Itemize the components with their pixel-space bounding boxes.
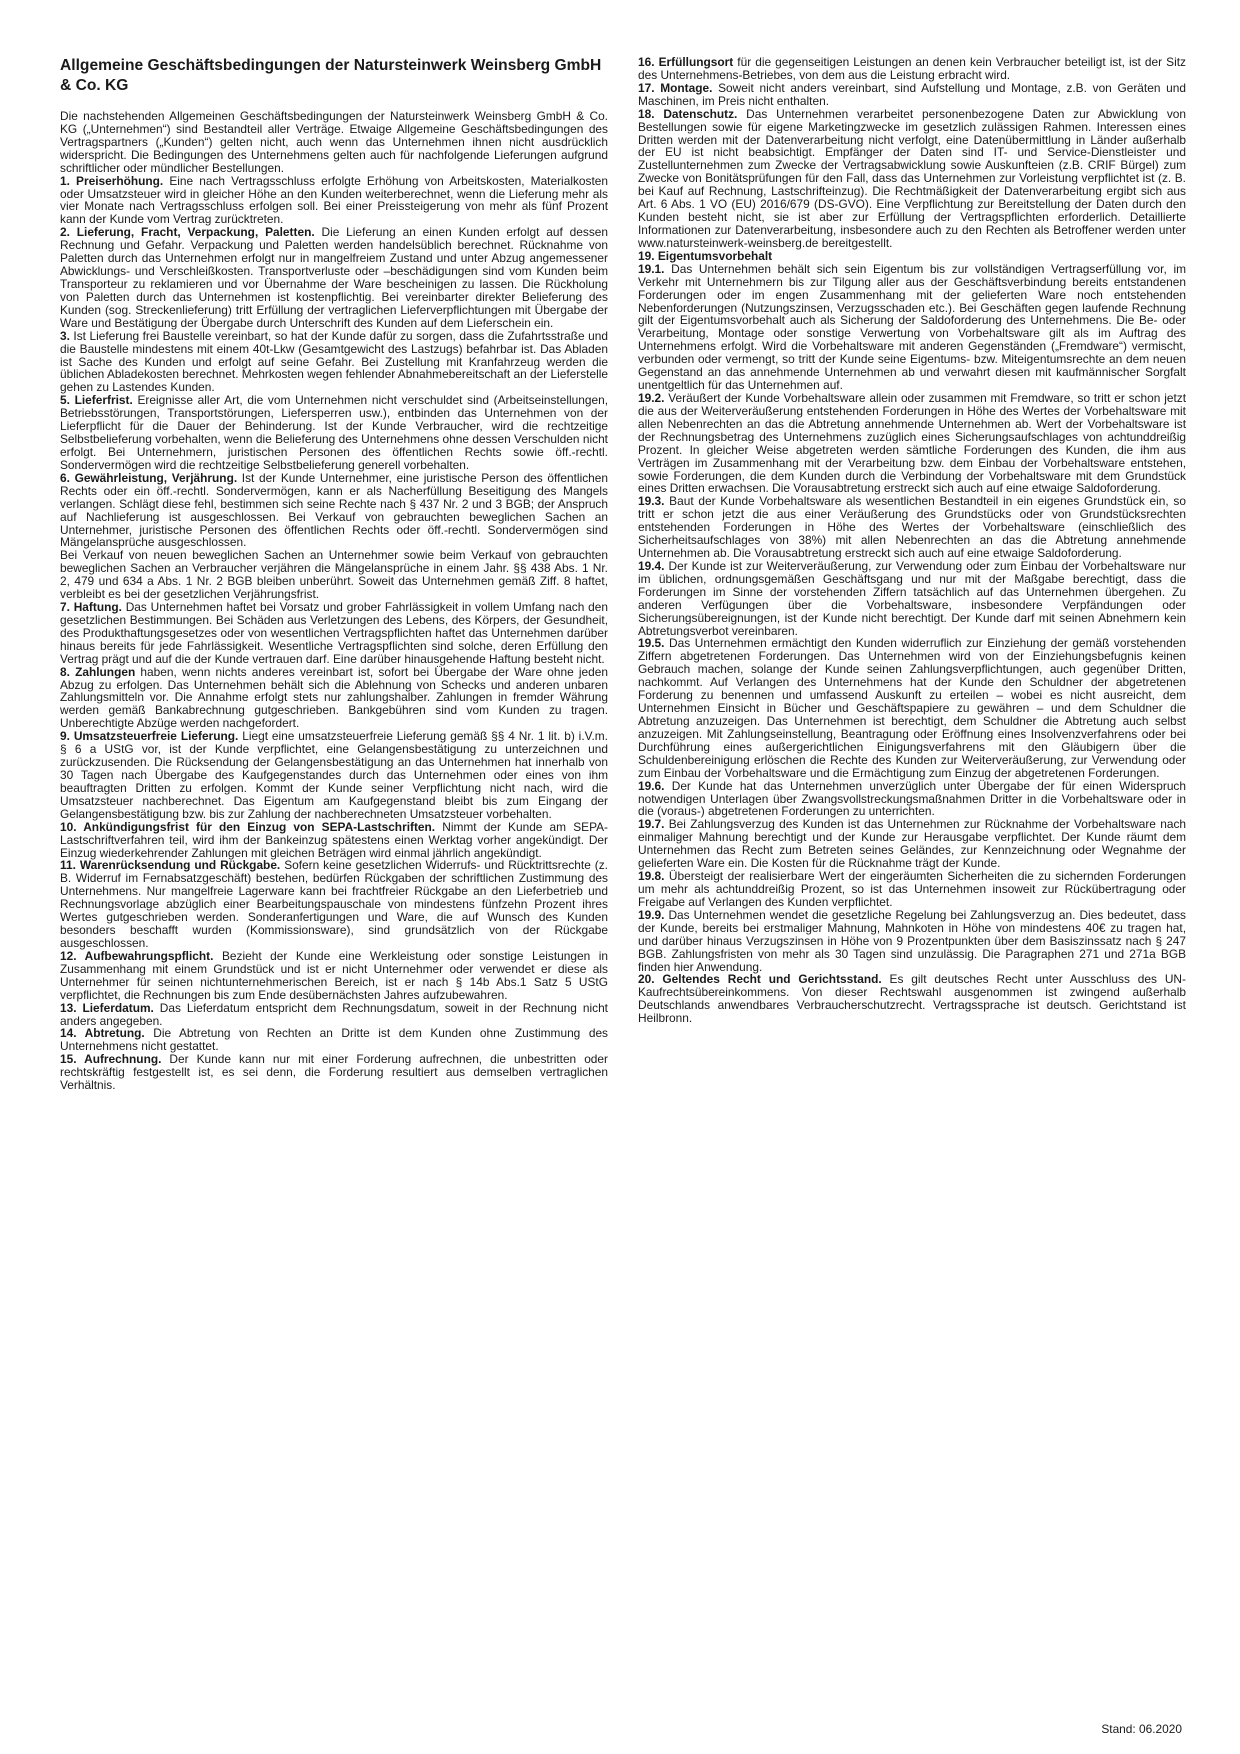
- clause-text: Der Kunde ist zur Weiterveräußerung, zur Verwendung oder zum Einbau der Vorbehaltsware nur im üblichen, ordnungsgemäßen Geschäftsgang und nur mit der Maßgabe berechtigt, dass die Forderungen im Sinne der vorstehenden Ziffern tatsächlich auf das Unternehmen übergehen. Zu anderen Verfügungen über die Vorbehaltsware, insbesondere Verpfändungen oder Sicherungsübereignungen, ist der Kunde nicht berechtigt. Der Kunde darf mit seinen Abnehmern kein Abtretungsverbot vereinbaren.: [638, 558, 1186, 638]
- clause-text: Das Unternehmen wendet die gesetzliche Regelung bei Zahlungsverzug an. Dies bedeutet, dass der Kunde, bereits bei erstmaliger Mahnung, Mahnkoten in Höhe von mindestens 40€ zu tragen hat, und darüber hinaus Verzugszinsen in Höhe von 9 Prozentpunkten über dem Basiszinssatz nach § 247 BGB. Zahlungsfristen von mehr als 30 Tagen sind unzulässig. Die Paragraphen 271 und 271a BGB finden hier Anwendung.: [638, 907, 1186, 974]
- clause-heading: 9. Umsatzsteuerfreie Lieferung.: [60, 729, 239, 744]
- clause-text: Die Abtretung von Rechten an Dritte ist dem Kunden ohne Zustimmung des Unternehmens nicht gestattet.: [60, 1026, 609, 1054]
- clause-paragraph: [60, 1027, 608, 1053]
- clause-text: Das Lieferdatum entspricht dem Rechnungsdatum, soweit in der Rechnung nicht anders angegeben.: [60, 1000, 608, 1028]
- clause-text: Eine nach Vertragsschluss erfolgte Erhöhung von Arbeitskosten, Materialkosten oder Umsatzsteuer wird in gleicher Höhe an den Kunden weiterberechnet, wenn die Lieferung mehr als vier Monate nach Vertragsschluss erfolgen soll. Bei einer Preissteigerung von mehr als fünf Prozent kann der Kunde vom Vertrag zurücktreten.: [60, 173, 608, 227]
- clause-paragraph: [638, 495, 1186, 560]
- clause-paragraph: [60, 549, 608, 601]
- clause-heading: 3.: [60, 328, 70, 343]
- clause-heading: 13. Lieferdatum.: [60, 1000, 154, 1015]
- clause-paragraph: [638, 108, 1186, 250]
- clause-text: Ist der Kunde Unternehmer, eine juristische Person des öffentlichen Rechts oder ein öff.-rechtl. Sondervermögen, kann er als Nacherfüllung Beseitigung des Mangels verlangen. Schlägt diese fehl, bestimmen sich seine Rechte nach § 437 Nr. 2 und 3 BGB; der Anspruch auf Nachlieferung ist ausgeschlossen. Bei Verkauf von gebrauchten beweglichen Sachen an Unternehmer, juristische Personen des öffentlichen Rechts oder öff.-rechtl. Sondervermögen sind Mängelansprüche ausgeschlossen.: [60, 470, 609, 550]
- clause-paragraph: [60, 110, 608, 175]
- clause-paragraph: [638, 560, 1186, 638]
- clause-text: Die Lieferung an einen Kunden erfolgt auf dessen Rechnung und Gefahr. Verpackung und Paletten werden handelsüblich berechnet. Rücknahme von Paletten durch das Unternehmen erfolgt nur in mangelfreiem Zustand und unter Abzug angemessener Abwicklungs- und Verschleißkosten. Transportverluste oder –beschädigungen sind vom Kunden beim Transporteur zu reklamieren und vor Übernahme der Ware bescheinigen zu lassen. Die Rückholung von Paletten durch das Unternehmen ist kostenpflichtig. Bei vereinbarter direkter Belieferung des Kunden (sog. Streckenlieferung) tritt Erfüllung der vertraglichen Lieferverpflichtungen mit Übergabe der Ware und Bestätigung der Übergabe durch Unterschrift des Kunden auf dem Lieferschein ein.: [60, 225, 608, 330]
- clause-text: Es gilt deutsches Recht unter Ausschluss des UN-Kaufrechtsübereinkommens. Von dieser Rechtswahl ausgenommen ist zwingend außerhalb Deutschlands anwendbares Verbraucherschutzrecht. Vertragssprache ist deutsch. Gerichtstand ist Heilbronn.: [638, 972, 1186, 1026]
- clause-heading: 19.8.: [638, 869, 665, 884]
- clause-text: Das Unternehmen verarbeitet personenbezogene Daten zur Abwicklung von Bestellungen sowie für eigene Marketingzwecke im gesetzlich zulässigen Rahmen. Interessen eines Dritten werden mit der Datenverarbeitung nicht verfolgt, eine Datenübermittlung in Länder außerhalb der EU ist nicht beabsichtigt. Empfänger der Daten sind IT- und Service-Dienstleister und Zustellunternehmen zum Zwecke der Vertragsabwicklung sowie Auskunfteien (z.B. CRIF Bürgel) zum Zwecke von Bonitätsprüfungen für den Fall, dass das Unternehmen zur Vorleistung verpflichtet ist (z. B. bei Kauf auf Rechnung, Lastschrifteinzug). Die Rechtmäßigkeit der Datenverarbeitung ergibt sich aus Art. 6 Abs. 1 VO (EU) 2016/679 (DS-GVO). Eine Verpflichtung zur Bereitstellung der Daten durch den Kunden besteht nicht, sie ist aber zur Erfüllung der Vertragspflichten erforderlich. Detaillierte Informationen zur Datenverarbeitung, insbesondere auch zu den Rechten als Betroffener werden unter www.natursteinwerk-weinsberg.de bereitgestellt.: [638, 106, 1186, 250]
- clause-heading: 1. Preiserhöhung.: [60, 173, 164, 188]
- clause-text: Ist Lieferung frei Baustelle vereinbart, so hat der Kunde dafür zu sorgen, dass die Zufahrtsstraße und die Baustelle mindestens mit einem 40t-Lkw (Gesamtgewicht des Lastzugs) befahrbar ist. Das Abladen ist Sache des Kunden und erfolgt auf seine Gefahr. Bei Zustellung mit Kranfahrzeug werden die üblichen Abladekosten berechnet. Mehrkosten wegen fehlender Abnahmebereitschaft an der Lieferstelle gehen zu Lastendes Kunden.: [60, 328, 608, 395]
- clause-heading: 17. Montage.: [638, 80, 713, 95]
- clause-heading: 20. Geltendes Recht und Gerichtsstand.: [638, 972, 882, 987]
- right-paragraphs: [638, 56, 1186, 1025]
- clause-text: für die gegenseitigen Leistungen an denen kein Verbraucher beteiligt ist, ist der Sitz des Unternehmens-Betriebes, von dem aus die Leistung erbracht wird.: [638, 55, 1186, 82]
- clause-text: Das Unternehmen haftet bei Vorsatz und grober Fahrlässigkeit in vollem Umfang nach den gesetzlichen Bestimmungen. Bei Schäden aus Verletzungen des Lebens, des Körpers, der Gesundheit, des Produkthaftungsgesetzes oder von wesentlichen Vertragspflichten haftet das Unternehmen darüber hinaus bereits für jede Fahrlässigkeit. Wesentliche Vertragspflichten sind solche, deren Erfüllung den Vertrag prägt und auf die der Kunde vertrauen darf. Eine darüber hinausgehende Haftung besteht nicht.: [60, 600, 608, 666]
- clause-heading: 19.2.: [638, 390, 665, 405]
- clause-heading: 2. Lieferung, Fracht, Verpackung, Paletten.: [60, 225, 315, 240]
- clause-paragraph: [60, 859, 608, 949]
- left-column: [60, 56, 608, 1092]
- clause-heading: 19.1.: [638, 261, 665, 276]
- clause-paragraph: [60, 950, 608, 1002]
- clause-paragraph: [638, 56, 1186, 82]
- clause-text: Übersteigt der realisierbare Wert der eingeräumten Sicherheiten die zu sichernden Forderungen um mehr als achtunddreißig Prozent, so ist das Unternehmen insoweit zur Rückübertragung oder Freigabe auf Verlangen des Kunden verpflichtet.: [638, 869, 1186, 909]
- right-column: [638, 56, 1186, 1025]
- clause-text: Liegt eine umsatzsteuerfreie Lieferung gemäß §§ 4 Nr. 1 lit. b) i.V.m. § 6 a UStG vor, ist der Kunde verpflichtet, eine Gelangensbestätigung zu unterzeichnen und zurückzusenden. Die Rücksendung der Gelangensbestätigung an das Unternehmen hat innerhalb von 30 Tagen nach Übergabe des Kaufgegenstandes durch das Unternehmen oder eines von ihm beauftragten Dritten zu erfolgen. Kommt der Kunde seiner Verpflichtung nicht nach, wird die Umsatzsteuer nachberechnet. Das Eigentum am Kaufgegenstand bleibt bis zum Eingang der Gelangensbestätigung bzw. bis zur Zahlung der nachberechneten Umsatzsteuer vorbehalten.: [60, 729, 608, 821]
- clause-text: Das Unternehmen ermächtigt den Kunden widerruflich zur Einziehung der gemäß vorstehenden Ziffern abgetretenen Forderungen. Das Unternehmen wird von der Einziehungsbefugnis keinen Gebrauch machen, solange der Kunde seinen Zahlungsverpflichtungen, auch gegenüber Dritten, nachkommt. Auf Verlangen des Unternehmens hat der Kunde den Schuldner der abgetretenen Forderung zu benennen und umfassend Auskunft zu erteilen – wobei es nicht ausreicht, dem Unternehmen Einsicht in Bücher und Geschäftspapiere zu gewähren – und dem Schuldner die Abtretung anzuzeigen. Das Unternehmen ist berechtigt, dem Schuldner die Abtretung auch selbst anzuzeigen. Mit Zahlungseinstellung, Beantragung oder Eröffnung eines Insolvenzverfahrens oder bei Durchführung eines außergerichtlichen Einigungsverfahrens mit den Gläubigern über die Schuldenbereinigung erlöschen die Rechte des Kunden zur Weiterveräußerung, zur Verwendung oder zum Einbau der Vorbehaltsware und die Ermächtigung zum Einzug der abgetretenen Forderungen.: [638, 636, 1186, 780]
- clause-text: Nimmt der Kunde am SEPA-Lastschriftverfahren teil, wird ihm der Bankeinzug spätestens einen Werktag vorher angekündigt. Der Einzug wiederkehrender Zahlungen mit gleichen Beträgen wird einmal jährlich angekündigt.: [60, 819, 609, 860]
- clause-paragraph: [60, 394, 608, 472]
- clause-paragraph: [60, 175, 608, 227]
- clause-paragraph: [60, 1053, 608, 1092]
- clause-text: Ereignisse aller Art, die vom Unternehmen nicht verschuldet sind (Arbeitseinstellungen, Betriebsstörungen, Transportstörungen, Liefersperren usw.), entbinden das Unternehmen von der Lieferpflicht für die Dauer der Behinderung. Ist der Kunde Verbraucher, wird die rechtzeitige Selbstbelieferung vorbehalten, wenn die Belieferung des Unternehmens ohne dessen Verschulden nicht erfolgt. Bei Unternehmern, juristischen Personen des öffentlichen Rechts sowie öff.-rechtl. Sondervermögen wird die rechtzeitige Selbstbelieferung generell vorbehalten.: [60, 393, 608, 472]
- clause-paragraph: [638, 392, 1186, 495]
- clause-heading: 19.6.: [638, 778, 665, 793]
- clause-heading: 19.5.: [638, 636, 665, 651]
- clause-heading: 19.4.: [638, 558, 665, 573]
- clause-heading: 5. Lieferfrist.: [60, 393, 133, 408]
- clause-paragraph: [638, 780, 1186, 819]
- clause-paragraph: [638, 909, 1186, 974]
- clause-heading: 10. Ankündigungsfrist für den Einzug von SEPA-Lastschriften.: [60, 819, 436, 834]
- clause-paragraph: [60, 730, 608, 820]
- clause-text: Das Unternehmen behält sich sein Eigentum bis zur vollständigen Vertragserfüllung vor, im Verkehr mit Unternehmern bis zur Tilgung aller aus der Geschäftsverbindung bereits entstandenen Forderungen oder im engen Zusammenhang mit der gelieferten Ware noch entstehenden Nebenforderungen (Nutzungszinsen, Verzugsschaden etc.). Bei Geschäften gegen laufende Rechnung gilt der Eigentumsvorbehalt auch als Sicherung der Saldoforderung des Unternehmens. Die Be- oder Verarbeitung, Montage oder sonstige Verwertung von Vorbehaltsware gilt als im Auftrag des Unternehmens erfolgt. Wird die Vorbehaltsware mit anderen Gegenständen („Fremdware“) vermischt, verbunden oder vermengt, so tritt der Kunde seine Eigentums- bzw. Miteigentumsrechte an dem neuen Gegenstand an das annehmende Unternehmen ab und verwahrt diesen mit kaufmännischer Sorgfalt unentgeltlich für das Unternehmen auf.: [638, 261, 1186, 393]
- clause-paragraph: [60, 1002, 608, 1028]
- clause-heading: 11. Warenrücksendung und Rückgabe.: [60, 858, 281, 873]
- clause-paragraph: [638, 82, 1186, 108]
- clause-text: haben, wenn nichts anderes vereinbart ist, sofort bei Übergabe der Ware ohne jeden Abzug zu erfolgen. Das Unternehmen behält sich die Ablehnung von Schecks und anderen unbaren Zahlungsmitteln vor. Die Annahme erfolgt stets nur zahlungshalber. Zahlungen in fremder Währung werden gemäß Bankabrechnung gutgeschrieben. Bankgebühren sind vom Kunden zu tragen. Unberechtigte Abzüge werden nachgefordert.: [60, 664, 608, 731]
- clause-paragraph: [60, 226, 608, 329]
- clause-heading: 19. Eigentumsvorbehalt: [638, 248, 773, 263]
- document-page: [60, 56, 1188, 1736]
- clause-heading: 19.7.: [638, 817, 665, 832]
- document-title: Allgemeine Geschäftsbedingungen der Natursteinwerk Weinsberg GmbH & Co. KG: [60, 57, 602, 94]
- clause-paragraph: [60, 330, 608, 395]
- clause-text: Veräußert der Kunde Vorbehaltsware allein oder zusammen mit Fremdware, so tritt er schon jetzt die aus der Weiterveräußerung entstehenden Forderungen in Höhe des Wertes der Vorbehaltsware mit allen Nebenrechten an das die Abtretung annehmende Unternehmen ab. Wert der Vorbehaltsware ist der Rechnungsbetrag des Unternehmens zuzüglich eines Sicherungsaufschlages von achtunddreißig Prozent. In gleicher Weise abgetreten werden sämtliche Forderungen des Kunden, die ihm aus Verträgen im Zusammenhang mit der Verarbeitung bzw. dem Einbau der Vorbehaltsware entstehen, sowie Forderungen, die dem Kunden durch die Verbindung der Vorbehaltsware mit dem Grundstück eines Dritten erwachsen. Die Vorausabtretung erstreckt sich auch auf eine etwaige Saldoforderung.: [638, 390, 1186, 496]
- clause-paragraph: [60, 821, 608, 860]
- clause-heading: 18. Datenschutz.: [638, 106, 738, 121]
- clause-heading: 19.3.: [638, 494, 665, 509]
- clause-paragraph: [60, 666, 608, 731]
- clause-text: Der Kunde hat das Unternehmen unverzüglich unter Übergabe der für einen Widerspruch notwendigen Unterlagen über Zwangsvollstreckungsmaßnahmen Dritter in die Vorbehaltsware oder in die (voraus-) abgetretenen Forderungen zu unterrichten.: [638, 778, 1186, 819]
- clause-text: Der Kunde kann nur mit einer Forderung aufrechnen, die unbestritten oder rechtskräftig festgestellt ist, es sei denn, die Forderung resultiert aus demselben vertraglichen Verhältnis.: [60, 1052, 608, 1093]
- clause-heading: 19.9.: [638, 907, 665, 922]
- clause-text: Bei Verkauf von neuen beweglichen Sachen an Unternehmer sowie beim Verkauf von gebrauchten beweglichen Sachen an Verbraucher verjähren die Mängelansprüche in einem Jahr. §§ 438 Abs. 1 Nr. 2, 479 und 634 a Abs. 1 Nr. 2 BGB bleiben unberührt. Soweit das Unternehmen gemäß Ziff. 8 haftet, verbleibt es bei der gesetzlichen Verjährungsfrist.: [60, 548, 608, 602]
- clause-heading: 8. Zahlungen: [60, 664, 136, 679]
- clause-text: Bei Zahlungsverzug des Kunden ist das Unternehmen zur Rücknahme der Vorbehaltsware nach einmaliger Mahnung berechtigt und der Kunde zur Herausgabe verpflichtet. Der Kunde räumt dem Unternehmen das Recht zum Betreten seines Geländes, zur Kennzeichnung oder Wegnahme der gelieferten Ware ein. Die Kosten für die Rücknahme trägt der Kunde.: [638, 817, 1186, 871]
- clause-text: Soweit nicht anders vereinbart, sind Aufstellung und Montage, z.B. von Geräten und Maschinen, im Preis nicht enthalten.: [638, 80, 1186, 108]
- clause-paragraph: [638, 870, 1186, 909]
- clause-paragraph: [60, 601, 608, 666]
- clause-text: Die nachstehenden Allgemeinen Geschäftsbedingungen der Natursteinwerk Weinsberg GmbH & Co. KG („Unternehmen“) sind Bestandteil aller Verträge. Etwaige Allgemeine Geschäftsbedingungen des Vertragspartners („Kunden“) gelten nicht, auch wenn das Unternehmen ihnen nicht ausdrücklich widerspricht. Die Bedingungen des Unternehmens gelten auch für nachfolgende Lieferungen aufgrund schriftlicher oder mündlicher Bestellungen.: [60, 109, 608, 175]
- version-stamp: Stand: 06.2020: [1101, 1722, 1182, 1736]
- clause-heading: 12. Aufbewahrungspflicht.: [60, 948, 214, 963]
- clause-paragraph: [638, 637, 1186, 779]
- clause-heading: 7. Haftung.: [60, 600, 122, 615]
- clause-paragraph: [60, 472, 608, 550]
- left-paragraphs: [60, 110, 608, 1092]
- clause-heading: 16. Erfüllungsort: [638, 55, 734, 69]
- clause-paragraph: [638, 973, 1186, 1025]
- clause-heading: 14. Abtretung.: [60, 1026, 145, 1041]
- clause-heading: 15. Aufrechnung.: [60, 1052, 162, 1067]
- clause-text: Sofern keine gesetzlichen Widerrufs- und Rücktrittsrechte (z. B. Widerruf im Fernabsatzgeschäft) bestehen, bedürfen Rückgaben der schriftlichen Zustimmung des Unternehmens. Nur mangelfreie Lagerware kann bei frachtfreier Rückgabe an den Lieferbetrieb und Rechnungsvorlage abzüglich einer Bearbeitungspauschale von mindestens fünfzehn Prozent ihres Wertes gutgeschrieben werden. Sonderanfertigungen und Ware, die auf Wunsch des Kunden besonders beschafft wurden (Kommissionsware), sind grundsätzlich von der Rückgabe ausgeschlossen.: [60, 858, 608, 950]
- clause-paragraph: [638, 818, 1186, 870]
- clause-heading: 6. Gewährleistung, Verjährung.: [60, 470, 238, 485]
- clause-text: Baut der Kunde Vorbehaltsware als wesentlichen Bestandteil in ein eigenes Grundstück ein, so tritt er schon jetzt die aus einer Veräußerung des Grundstücks oder von Grundstücksrechten entstehenden Forderungen in Höhe des Wertes der Vorbehaltsware (einschließlich des Sicherheitsaufschlages von 38%) mit allen Nebenrechten an das die Abtretung annehmende Unternehmen ab. Die Vorausabtretung erstreckt sich auch auf eine etwaige Saldoforderung.: [638, 494, 1186, 561]
- clause-paragraph: [638, 263, 1186, 392]
- clause-text: Bezieht der Kunde eine Werkleistung oder sonstige Leistungen in Zusammenhang mit einem Grundstück und ist er nicht Unternehmer oder verwendet er diese als Unternehmer für seinen nichtunternehmerischen Bereich, ist er nach § 14b Abs.1 Satz 5 UStG verpflichtet, die Rechnungen bis zum Ende desübernächsten Jahres aufzubewahren.: [60, 948, 608, 1002]
